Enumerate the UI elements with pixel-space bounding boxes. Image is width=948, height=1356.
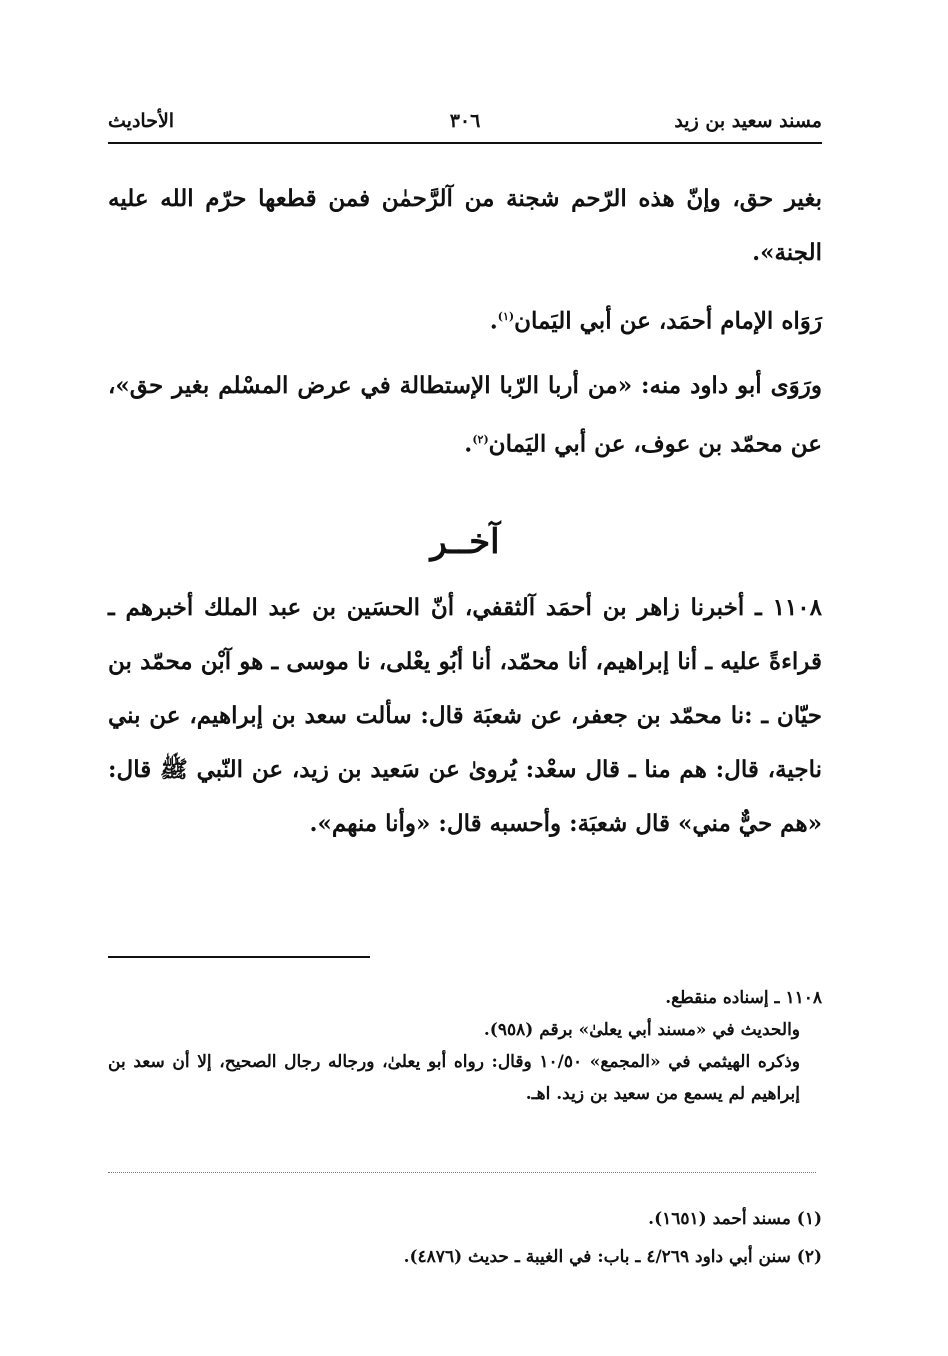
footnote-line-2: والحديث في «مسند أبي يعلىٰ» برقم (٩٥٨). xyxy=(483,1020,800,1040)
paragraph-2 xyxy=(108,290,822,349)
footnote-line-3: وذكره الهيثمي في «المجمع» ١٠/٥٠ وقال: رواه أبو يعلىٰ، ورجاله رجال الصحيح، إلا أن سعد بن إبراهيم لم يسمع من سعيد بن زيد. اهـ. xyxy=(108,1052,800,1104)
paragraph-2-end: . xyxy=(489,307,498,335)
reference-2: (٢) سنن أبي داود ٤/٢٦٩ ـ باب: في الغيبة ـ حديث (٤٨٧٦). xyxy=(403,1247,822,1267)
header-section: الأحاديث xyxy=(108,110,175,132)
reference-1: (١) مسند أحمد (١٦٥١). xyxy=(648,1209,822,1229)
hadith-footnote xyxy=(108,982,822,1110)
paragraph-2-text: رَوَاه الإمام أحمَد، عن أبي اليَمان xyxy=(514,307,822,335)
document-page xyxy=(108,0,822,1356)
footnote-ref-1[interactable]: (١) xyxy=(497,310,515,323)
section-heading: آخــر xyxy=(430,522,500,563)
references-divider xyxy=(108,1172,816,1173)
page-number: ٣٠٦ xyxy=(449,110,481,132)
footnote-divider xyxy=(108,956,370,958)
footnote-ref-2[interactable]: (٢) xyxy=(472,432,489,446)
paragraph-3 xyxy=(108,359,822,472)
footnote-line-1: ١١٠٨ ـ إسناده منقطع. xyxy=(665,988,822,1008)
running-header xyxy=(108,108,822,144)
hadith-1108: ١١٠٨ ـ أخبرنا زاهر بن أحمَد آلثقفي، أنّ الحسَين بن عبد الملك أخبرهم ـ قراءةً عليه ـ أنا إبراهيم، أنا محمّد، أنا أبُو يعْلى، نا موسى ـ هو آبْن محمّد بن حيّان ـ :نا محمّد بن جعفر، عن شعبَة قال: سألت سعد بن إبراهيم، عن بني ناجية، قال: هم منا ـ قال سعْد: يُروىٰ عن سَعيد بن زيد، عن النّبي ﷺ قال: «هم حيٌّ مني» قال شعبَة: وأحسبه قال: «وأنا منهم». xyxy=(108,594,822,838)
paragraph-1: بغير حق، وإنّ هذه الرّحم شجنة من آلرَّحمٰن فمن قطعها حرّم الله عليه الجنة». xyxy=(108,185,822,266)
main-text xyxy=(108,172,822,851)
references xyxy=(108,1200,822,1276)
header-book-title: مسند سعيد بن زيد xyxy=(674,110,822,132)
paragraph-3-end: . xyxy=(464,430,473,458)
paragraph-3-text: ورَوَى أبو داود منه: «من أربا الرّبا الإستطالة في عرض المسْلم بغير حق»، عن محمّد بن عوف، عن أبي اليَمان xyxy=(108,371,822,458)
